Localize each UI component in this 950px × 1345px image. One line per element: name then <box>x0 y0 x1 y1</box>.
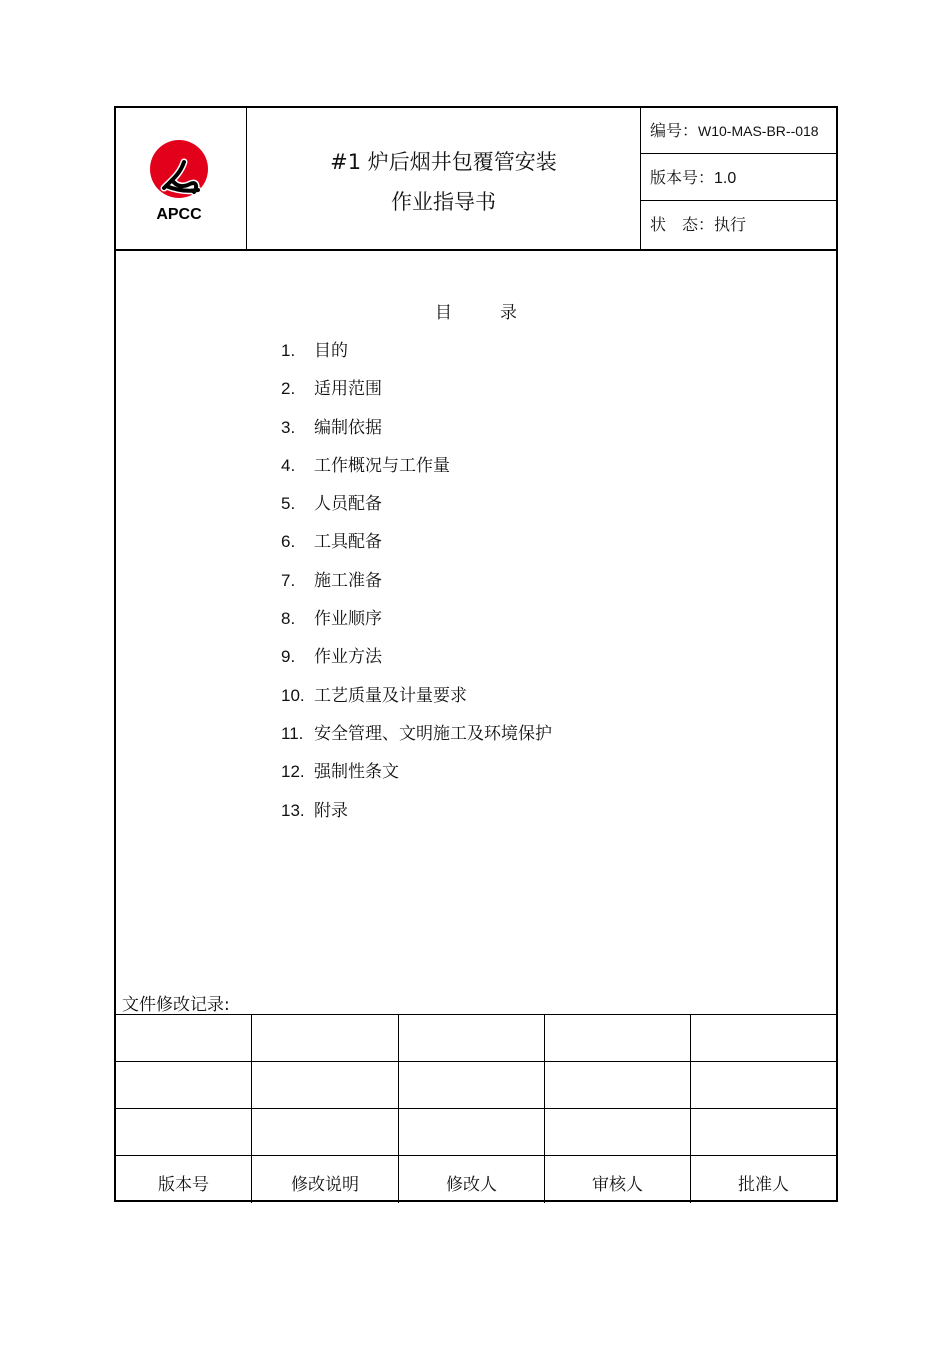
toc-item-number: 13. <box>281 800 305 820</box>
toc-item-number: 6. <box>281 532 296 552</box>
toc-item-label: 适用范围 <box>314 379 382 400</box>
document-title: #1 炉后烟井包覆管安装 <box>330 150 557 174</box>
version-row <box>641 155 836 201</box>
toc-item <box>281 796 552 834</box>
toc-item-number: 8. <box>281 609 296 629</box>
toc-item <box>281 451 552 489</box>
title-cell <box>247 108 641 249</box>
revision-row <box>116 1062 836 1109</box>
toc-item-number: 5. <box>281 494 296 514</box>
toc-item-label: 编制依据 <box>314 417 382 438</box>
doc-number-label: 编号： <box>650 121 699 140</box>
toc-item-number: 7. <box>281 570 296 590</box>
document-subtitle: 作业指导书 <box>391 190 496 214</box>
toc-item-number: 11. <box>281 723 304 743</box>
toc-item <box>281 527 552 565</box>
toc-item <box>281 566 552 604</box>
revision-cell <box>252 1062 399 1109</box>
toc-item-label: 目的 <box>314 341 348 361</box>
revision-cell <box>116 1015 252 1062</box>
revision-record-label: 文件修改记录: <box>122 995 230 1015</box>
meta-cell <box>641 108 836 249</box>
revision-cell <box>545 1109 691 1156</box>
toc-item <box>281 719 552 757</box>
status-value: 执行 <box>714 215 747 234</box>
revision-cell <box>252 1109 399 1156</box>
revision-column-header: 版本号 <box>116 1156 252 1203</box>
toc-item-label: 强制性条文 <box>314 762 399 783</box>
toc-item <box>281 336 552 374</box>
toc-item-label: 工作概况与工作量 <box>314 455 450 476</box>
document-header <box>116 108 836 251</box>
revision-cell <box>399 1015 545 1062</box>
doc-number-value: W10-MAS-BR--018 <box>698 123 819 139</box>
document-frame <box>114 106 838 1202</box>
toc-item-number: 9. <box>281 647 296 667</box>
toc-list <box>281 336 552 834</box>
status-label: 状 态： <box>650 215 715 234</box>
logo-text: APCC <box>156 206 202 222</box>
toc-item-label: 工艺质量及计量要求 <box>314 685 467 706</box>
version-label: 版本号： <box>650 168 715 187</box>
toc-item-number: 3. <box>281 417 296 437</box>
apcc-logo <box>146 136 212 222</box>
revision-header-row <box>116 1156 836 1203</box>
toc-item-label: 人员配备 <box>314 494 382 515</box>
revision-cell <box>545 1062 691 1109</box>
toc-item-number: 2. <box>281 379 296 399</box>
toc-item-number: 10. <box>281 685 305 705</box>
revision-column-header: 修改说明 <box>252 1156 399 1203</box>
revision-cell <box>399 1109 545 1156</box>
revision-cell <box>691 1015 836 1062</box>
revision-row <box>116 1015 836 1062</box>
toc-item <box>281 757 552 795</box>
toc-item-number: 1. <box>281 341 296 360</box>
toc-item-label: 作业顺序 <box>314 609 382 630</box>
revision-table <box>116 1014 836 1201</box>
toc-item <box>281 642 552 680</box>
revision-column-header: 审核人 <box>545 1156 691 1203</box>
revision-column-header: 修改人 <box>399 1156 545 1203</box>
revision-cell <box>545 1015 691 1062</box>
toc-item <box>281 604 552 642</box>
revision-row <box>116 1109 836 1156</box>
toc-item-label: 附录 <box>314 800 348 821</box>
doc-number-row <box>641 108 836 154</box>
revision-cell <box>399 1062 545 1109</box>
status-row <box>641 202 836 248</box>
toc-item-number: 12. <box>281 762 305 782</box>
revision-column-header: 批准人 <box>738 1175 789 1195</box>
revision-cell <box>691 1062 836 1109</box>
version-value: 1.0 <box>714 170 737 187</box>
toc-item-label: 安全管理、文明施工及环境保护 <box>314 723 552 744</box>
toc-item-number: 4. <box>281 455 296 475</box>
toc-item <box>281 681 552 719</box>
toc-title: 目录 <box>435 303 565 323</box>
logo-cell <box>116 108 247 249</box>
toc-item <box>281 489 552 527</box>
toc-item-label: 施工准备 <box>314 570 382 591</box>
toc-item <box>281 413 552 451</box>
revision-cell <box>252 1015 399 1062</box>
revision-cell <box>116 1062 252 1109</box>
revision-cell <box>116 1109 252 1156</box>
toc-item-label: 作业方法 <box>314 647 382 668</box>
revision-cell <box>691 1109 836 1156</box>
toc-item <box>281 374 552 412</box>
toc-item-label: 工具配备 <box>314 532 382 553</box>
